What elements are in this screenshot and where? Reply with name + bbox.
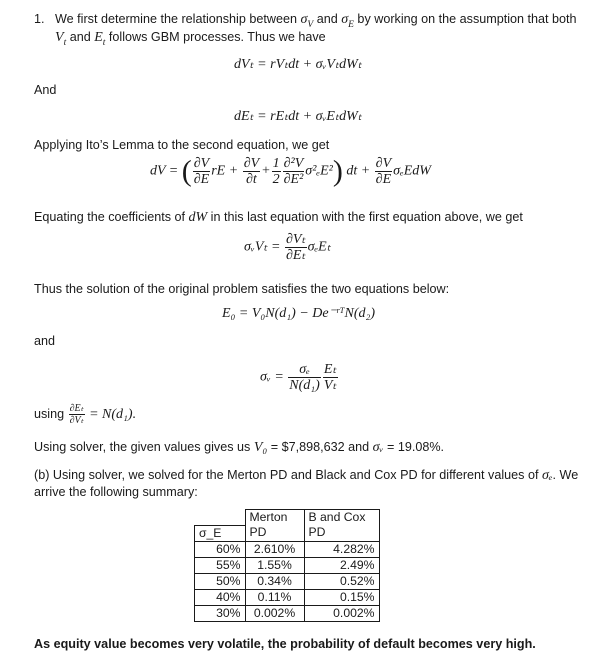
table-row: 50% 0.34% 0.52%	[195, 573, 380, 589]
table-row: 55% 1.55% 2.49%	[195, 557, 380, 573]
fraction-dv-de: $\frac{\partial V}{\partial E}$	[193, 156, 210, 187]
sigma-v-lhs: σᵥ =	[260, 369, 284, 385]
table-row: 30% 0.002% 0.002%	[195, 605, 380, 621]
part-b-line-2: arrive the following summary:	[34, 485, 198, 499]
dw-symbol: dW	[188, 210, 208, 225]
table-row: 60% 2.610% 4.282%	[195, 541, 380, 557]
fraction-dvt-det: $\frac{\text{∂Vₜ}}{\text{∂Eₜ}}$	[285, 232, 306, 263]
part-b-line-1: (b) Using solver, we solved for the Merton PD and Black and Cox PD for different values of σₑ. We	[34, 468, 579, 483]
left-paren: (	[181, 154, 192, 188]
header-merton: Merton	[245, 510, 304, 526]
ito-term-3: σ²ₑE²	[305, 163, 333, 179]
sigma-v-symbol: $\sigma_V$	[300, 12, 314, 30]
coef-rhs: σₑEₜ	[307, 239, 331, 255]
equation-de: dEₜ = rEₜdt + σᵥEₜdWₜ	[234, 109, 362, 124]
header-bcox-pd: PD	[304, 525, 379, 541]
ito-term-5: σₑEdW	[393, 163, 431, 179]
table-row: 40% 0.11% 0.15%	[195, 589, 380, 605]
sigma-e-symbol-2: σₑ	[541, 468, 553, 483]
equation-ito	[150, 156, 431, 187]
ito-term-4: dt +	[346, 163, 371, 179]
right-paren: )	[332, 154, 343, 188]
equation-sigma-v	[260, 362, 339, 393]
fraction-d2v-de2: $\frac{\text{∂²V}}{\text{∂E²}}$	[283, 156, 304, 187]
using-rhs: = N(d₁).	[89, 406, 137, 422]
table-header-row-1	[195, 510, 380, 526]
using-line: using $\frac{\text{∂Eₜ}}{\text{∂Vₜ}}$ = N(d₁).	[34, 403, 137, 426]
intro-text-b: and	[313, 12, 342, 26]
intro-text-rest: follows GBM processes. Thus we have	[105, 30, 326, 44]
fraction-sigma-e-nd1: $\frac{\text{σₑ}}{\text{N(d₁)}}$	[289, 362, 320, 393]
ito-lemma-text: Applying Ito’s Lemma to the second equation, we get	[34, 138, 330, 152]
ito-term-1: rE +	[211, 163, 239, 179]
coef-lhs: σᵥVₜ =	[244, 239, 281, 255]
table-header-row-2	[195, 525, 380, 541]
ito-term-2: +	[261, 163, 271, 179]
header-sigma: σ_E	[195, 525, 246, 541]
intro-text-c: by working on the assumption that both	[353, 12, 577, 26]
vt-symbol: $V_t$	[55, 30, 67, 48]
equation-coefficients	[244, 232, 331, 263]
conclusion-text: As equity value becomes very volatile, the probability of default becomes very high.	[34, 637, 536, 651]
sigma-v-symbol-2: σᵥ	[372, 440, 384, 455]
ito-lhs: dV =	[150, 163, 179, 179]
thus-text: Thus the solution of the original problem satisfies the two equations below:	[34, 282, 450, 296]
equation-dv: dVₜ = rVₜdt + σᵥVₜdWₜ	[234, 57, 362, 72]
header-bcox: B and Cox	[304, 510, 379, 526]
intro-and: and	[66, 30, 95, 44]
et-symbol: $E_t$	[94, 30, 106, 48]
intro-text-a: We first determine the relationship between	[55, 12, 301, 26]
fraction-one-half: $\frac{1}{2}$	[272, 156, 280, 187]
equation-e0: E₀ = V₀N(d₁) − De⁻ʳᵀN(d₂)	[222, 306, 376, 321]
fraction-et-vt: $\frac{\text{Eₜ}}{\text{Vₜ}}$	[323, 362, 337, 393]
fraction-dv-dt: $\frac{\partial V}{\partial t}$	[243, 156, 260, 187]
item-number: 1.	[34, 12, 45, 26]
and-label-1: And	[34, 83, 57, 97]
sigma-e-symbol: $\sigma_E$	[341, 12, 354, 30]
intro-line-2	[55, 30, 326, 48]
fraction-dv-de-2: $\frac{\partial V}{\partial E}$	[375, 156, 392, 187]
header-merton-pd: PD	[245, 525, 304, 541]
intro-line-1	[55, 12, 577, 30]
equating-text: Equating the coefficients of dW in this last equation with the first equation above, we get	[34, 210, 523, 225]
summary-table	[194, 509, 380, 622]
and-label-2: and	[34, 334, 56, 348]
fraction-det-dvt: $\frac{\text{∂Eₜ}}{\text{∂Vₜ}}$	[69, 403, 84, 426]
v0-symbol: V₀	[253, 440, 268, 455]
solver-line: Using solver, the given values gives us V₀ = $7,898,632 and σᵥ = 19.08%.	[34, 440, 445, 455]
